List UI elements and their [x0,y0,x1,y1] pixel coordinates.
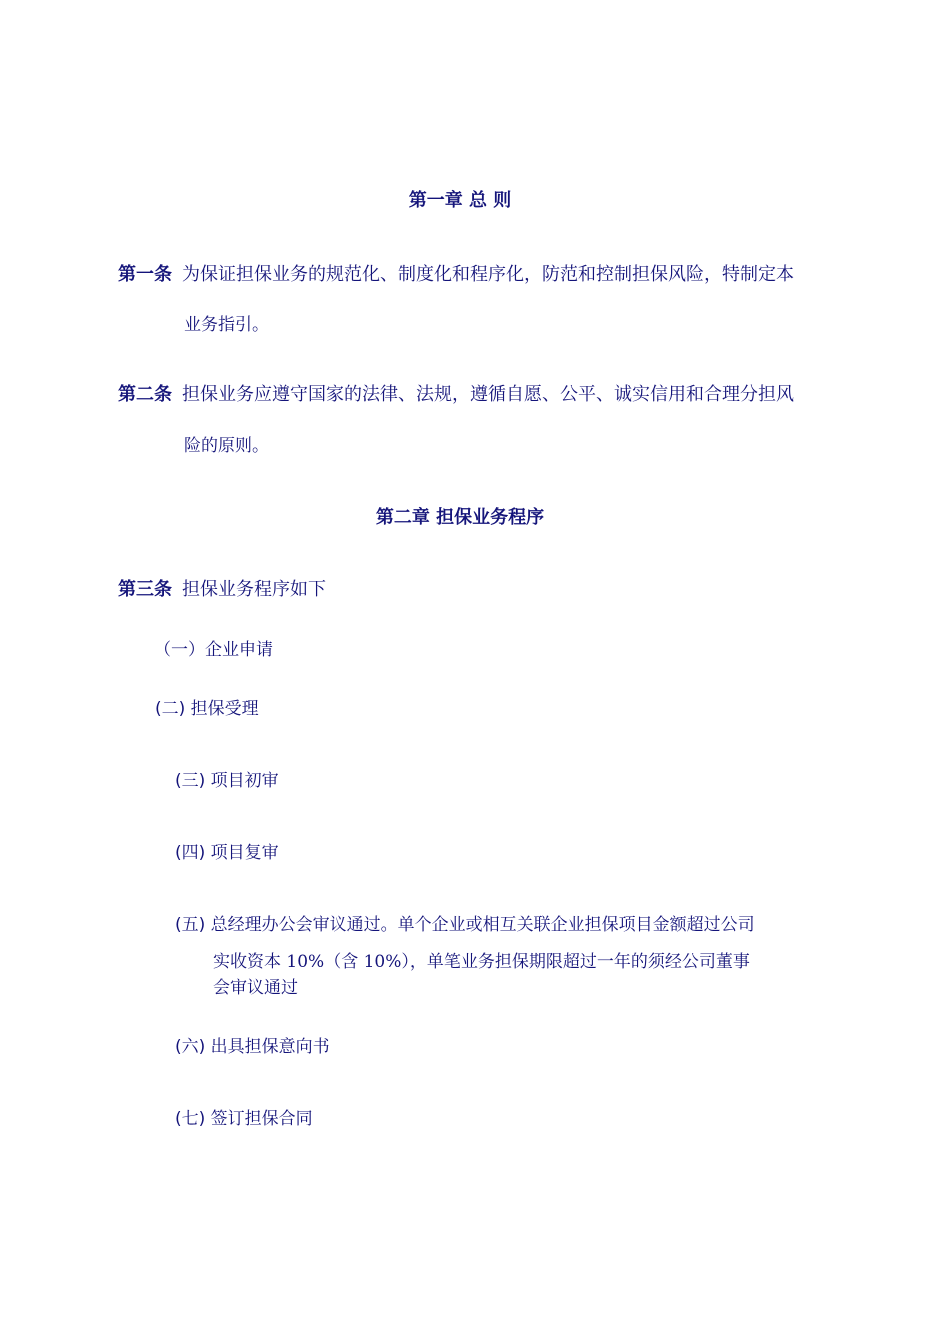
step-4 [175,838,279,863]
step-6-number: (六) [175,1037,206,1057]
article-1-text-cont: 业务指引。 [184,315,269,335]
step-1-number: （一） [154,640,205,660]
step-3 [175,766,279,791]
step-5-text-line2: 实收资本 10%（含 10%），单笔业务担保期限超过一年的须经公司董事 [213,952,750,972]
step-6-text: 出具担保意向书 [210,1037,330,1057]
article-2-text-cont: 险的原则。 [184,436,269,456]
step-7-number: (七) [175,1109,206,1129]
step-5-text: 总经理办公会审议通过。单个企业或相互关联企业担保项目金额超过公司 [210,915,755,935]
step-7-text: 签订担保合同 [210,1109,313,1129]
step-5-text-line3: 会审议通过 [213,978,298,998]
step-7 [175,1104,313,1129]
step-1-text: 企业申请 [205,640,273,660]
step-2-number: (二) [155,699,186,719]
article-3-text: 担保业务程序如下 [182,579,326,600]
article-2-label: 第二条 [118,384,172,405]
article-3-label: 第三条 [118,579,172,600]
step-1 [154,635,273,660]
article-2-text: 担保业务应遵守国家的法律、法规，遵循自愿、公平、诚实信用和合理分担风 [182,384,794,405]
step-3-number: (三) [175,771,206,791]
step-2-text: 担保受理 [190,699,259,719]
chapter-1-title: 第一章 总 则 [408,190,512,211]
step-4-text: 项目复审 [210,843,279,863]
step-5-number: (五) [175,915,206,935]
article-1-label: 第一条 [118,264,172,285]
step-6 [175,1032,330,1057]
step-4-number: (四) [175,843,206,863]
article-1-text: 为保证担保业务的规范化、制度化和程序化，防范和控制担保风险，特制定本 [182,264,794,285]
step-3-text: 项目初审 [210,771,279,791]
chapter-2-title: 第二章 担保业务程序 [375,507,545,528]
step-2 [155,694,259,719]
